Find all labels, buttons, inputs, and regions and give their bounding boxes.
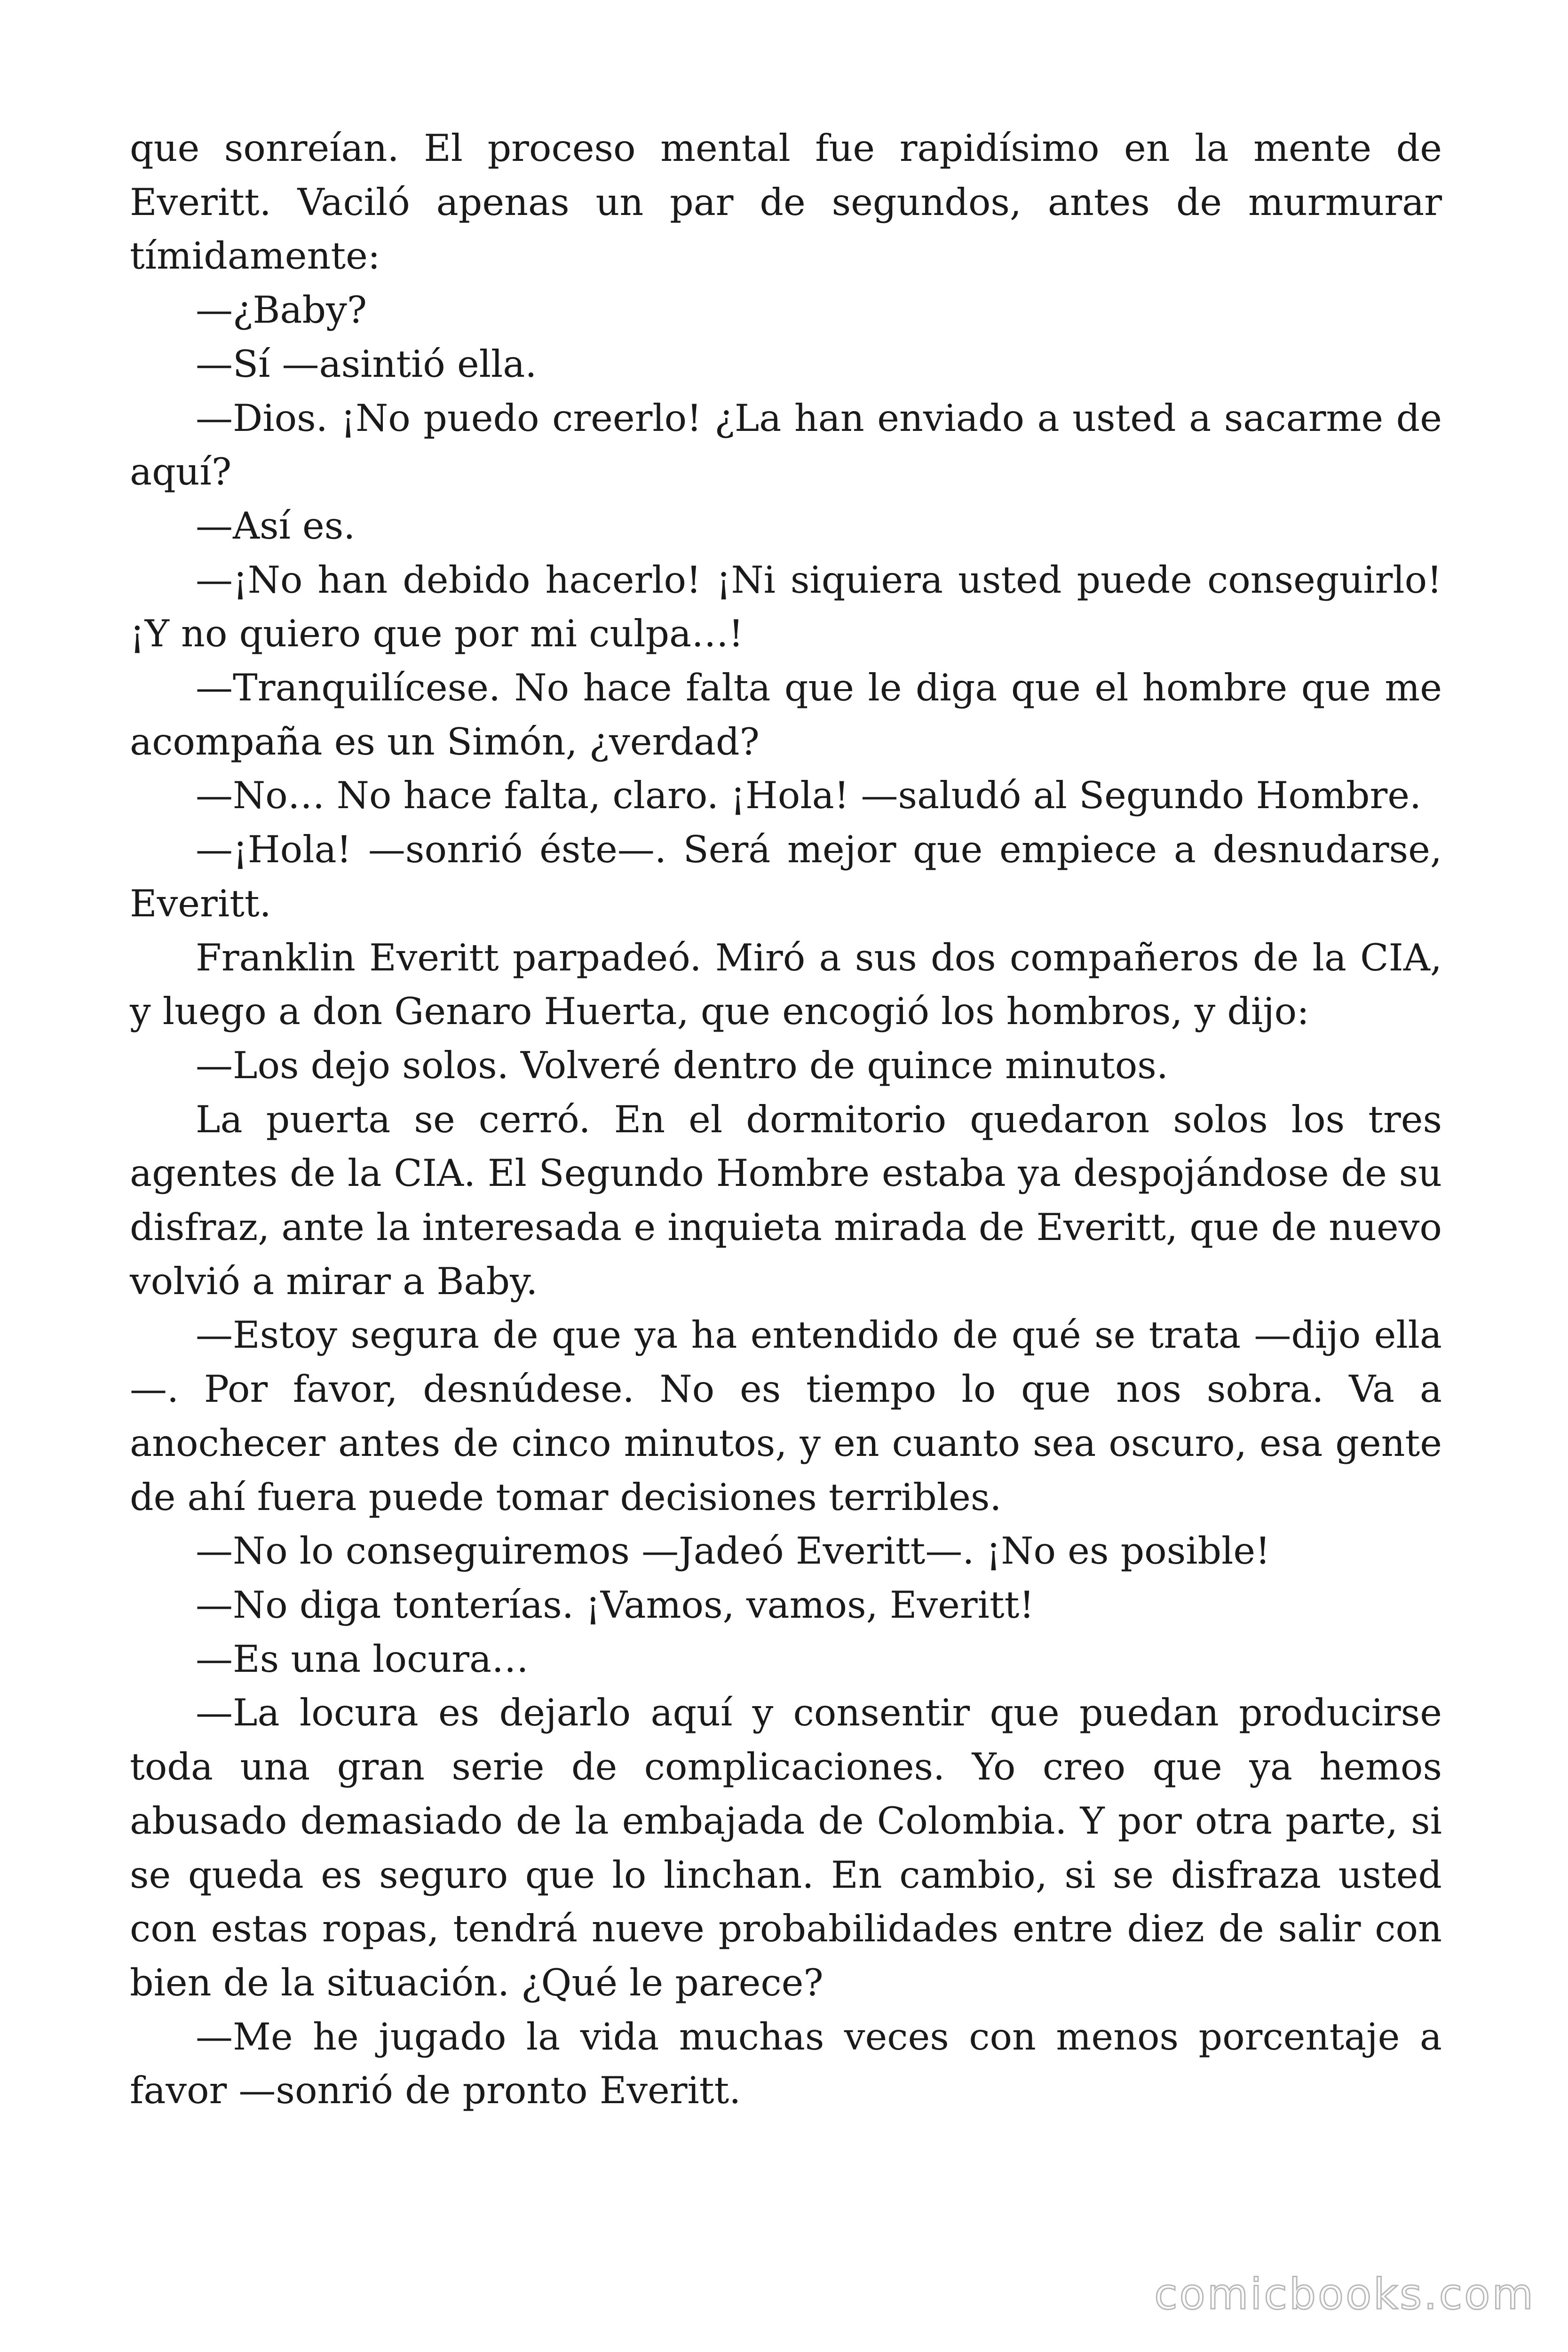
paragraph: —No… No hace falta, claro. ¡Hola! —saludó al Segundo Hombre. <box>196 774 1422 818</box>
paragraph: —¿Baby? <box>196 288 367 332</box>
paragraph: Franklin Everitt parpadeó. Miró a sus dos compañeros de la CIA, y luego a don Genaro Huerta, que encogió los hombros, y dijo: <box>130 936 1442 1033</box>
paragraph: —¡No han debido hacerlo! ¡Ni siquiera usted puede conseguirlo! ¡Y no quiero que por mi culpa…! <box>130 558 1442 656</box>
book-page-text <box>130 121 1442 2118</box>
paragraph: —Sí —asintió ella. <box>196 342 537 386</box>
paragraph: La puerta se cerró. En el dormitorio quedaron solos los tres agentes de la CIA. El Segundo Hombre estaba ya despojándose de su disfraz, ante la interesada e inquieta mirada de Everitt, que de nuevo volvió a mirar a Baby. <box>130 1097 1442 1303</box>
paragraph: —No diga tonterías. ¡Vamos, vamos, Everitt! <box>196 1583 1035 1627</box>
paragraph: —Me he jugado la vida muchas veces con menos porcentaje a favor —sonrió de pronto Everitt. <box>130 2015 1442 2113</box>
paragraph: —Los dejo solos. Volveré dentro de quince minutos. <box>196 1043 1168 1087</box>
paragraph: —¡Hola! —sonrió éste—. Será mejor que empiece a desnudarse, Everitt. <box>130 828 1442 925</box>
paragraph: —Tranquilícese. No hace falta que le diga que el hombre que me acompaña es un Simón, ¿verdad? <box>130 666 1442 763</box>
watermark-logo: comicbooks.com <box>1154 2270 1535 2319</box>
paragraph: —Estoy segura de que ya ha entendido de qué se trata —dijo ella—. Por favor, desnúdese. No es tiempo lo que nos sobra. Va a anochecer antes de cinco minutos, y en cuanto sea oscuro, esa gente de ahí fuera puede tomar decisiones terribles. <box>130 1313 1442 1519</box>
paragraph: —Así es. <box>196 504 356 548</box>
paragraph: —Es una locura… <box>196 1637 529 1681</box>
paragraph: que sonreían. El proceso mental fue rapidísimo en la mente de Everitt. Vaciló apenas un par de segundos, antes de murmurar tímidamente: <box>130 127 1442 278</box>
paragraph: —Dios. ¡No puedo creerlo! ¿La han enviado a usted a sacarme de aquí? <box>130 396 1442 494</box>
paragraph: —No lo conseguiremos —Jadeó Everitt—. ¡No es posible! <box>196 1529 1270 1573</box>
paragraph: —La locura es dejarlo aquí y consentir que puedan producirse toda una gran serie de complicaciones. Yo creo que ya hemos abusado demasiado de la embajada de Colombia. Y por otra parte, si se queda es seguro que lo linchan. En cambio, si se disfraza usted con estas ropas, tendrá nueve probabilidades entre diez de salir con bien de la situación. ¿Qué le parece? <box>130 1691 1442 2004</box>
